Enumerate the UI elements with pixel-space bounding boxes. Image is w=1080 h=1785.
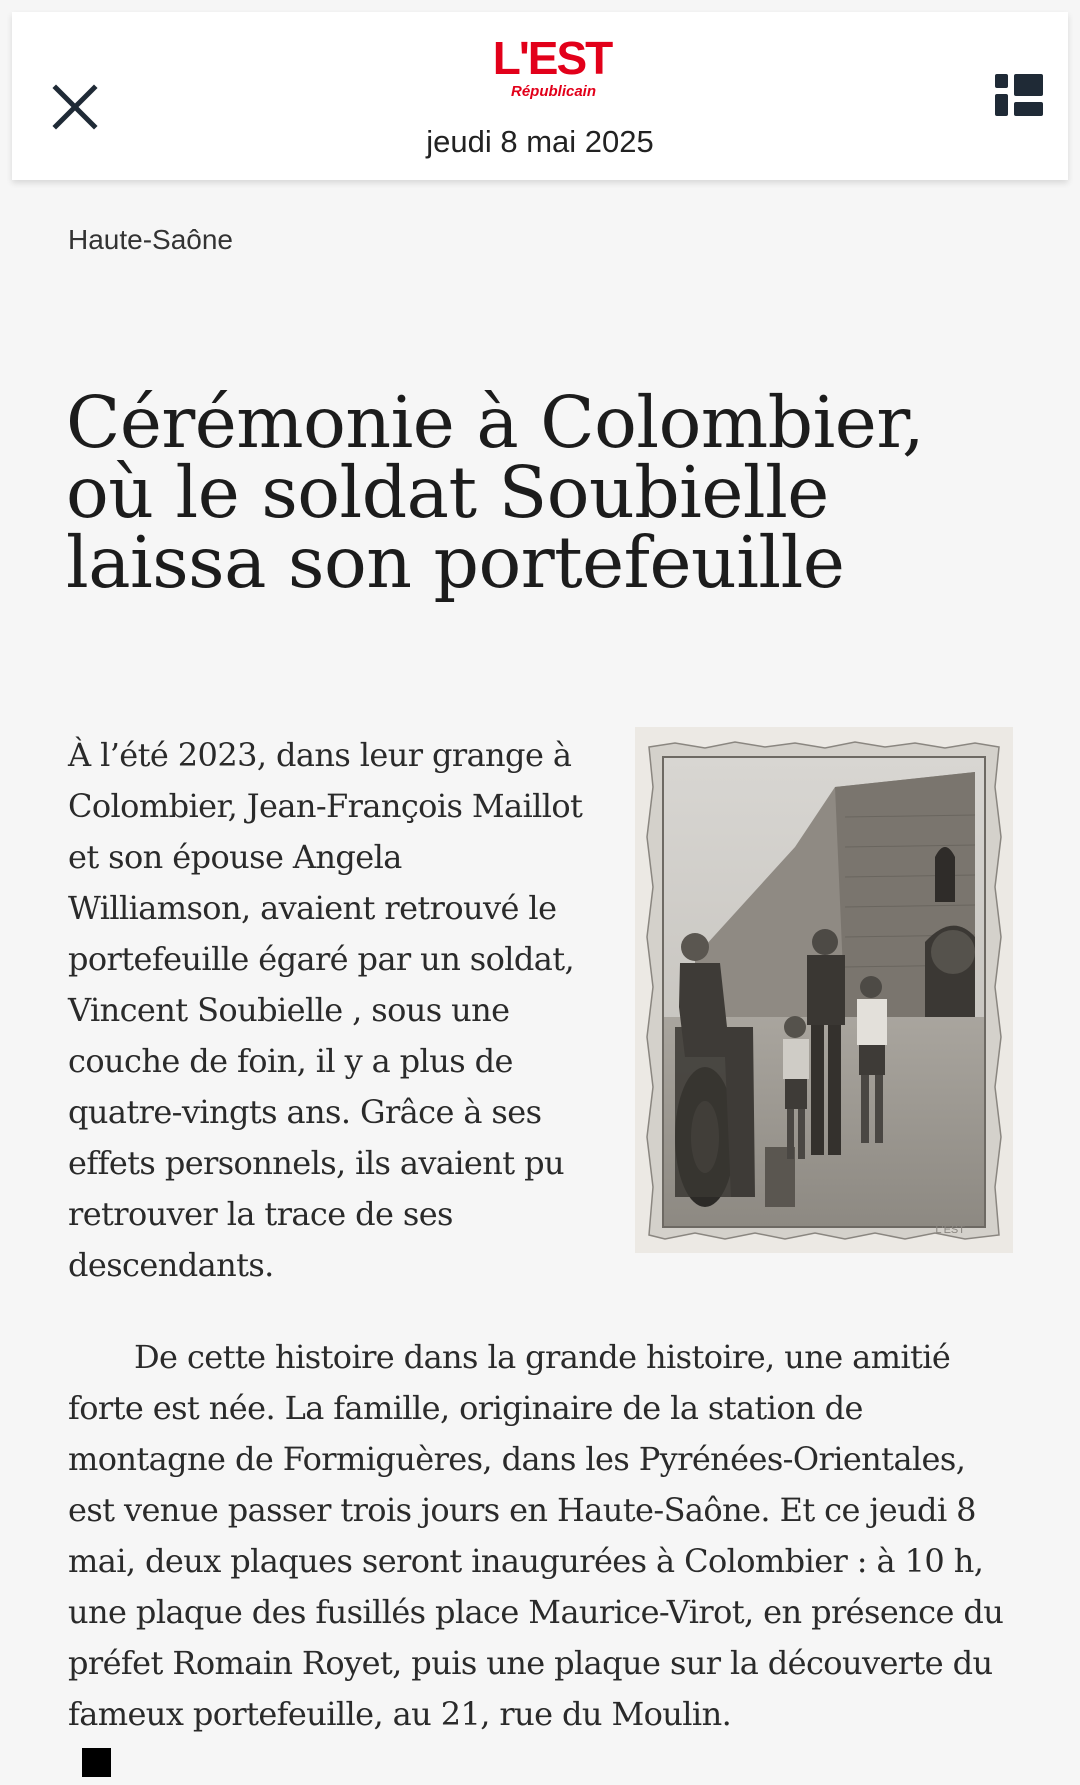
article-title: Cérémonie à Colombier, où le soldat Soubielle laissa son portefeuille	[66, 381, 925, 604]
edition-date: jeudi 8 mai 2025	[426, 124, 654, 159]
section-label[interactable]: Haute-Saône	[68, 224, 234, 255]
layout-grid-icon[interactable]	[993, 70, 1045, 122]
logo-main-text: L'EST	[492, 32, 612, 84]
article-lead: À l’été 2023, dans leur grange à Colombier, Jean-François Maillot et son épouse Angela Williamson, avaient retrouvé le portefeuille égaré par un soldat, Vincent Soubielle , sous une couche de foin, il y a plus de quatre-vingts ans. Grâce à ses effets personnels, ils avaient pu retrouver la trace de ses descendants.	[68, 736, 583, 1284]
app-header	[12, 12, 1068, 180]
article-photo[interactable]	[635, 727, 1013, 1253]
article-end-mark	[82, 1748, 111, 1777]
logo-sub-text: Républicain	[510, 83, 596, 100]
article-paragraph: De cette histoire dans la grande histoire, une amitié forte est née. La famille, originaire de la station de montagne de Formiguères, dans les Pyrénées-Orientales, est venue passer trois jours en Haute-Saône. Et ce jeudi 8 mai, deux plaques seront inaugurées à Colombier : à 10 h, une plaque des fusillés place Maurice-Virot, en présence du préfet Romain Royet, puis une plaque sur la découverte du fameux portefeuille, au 21, rue du Moulin.	[68, 1338, 1004, 1733]
newspaper-logo[interactable]	[482, 26, 622, 106]
photo-watermark: L'EST	[935, 1224, 965, 1236]
